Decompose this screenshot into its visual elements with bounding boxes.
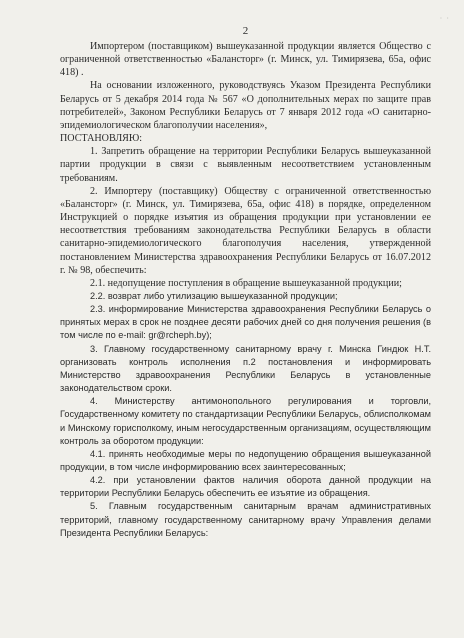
resolution-item: 2.3. информирование Министерства здравоохранения Республики Беларусь о принятых мерах в срок не позднее десяти рабочих дней со дня получения решения (в том числе по e-mail: gr@rcheph.by); (60, 304, 431, 341)
resolution-item: 4.2. при установлении фактов наличия оборота данной продукции на территории Республики Беларусь обеспечить ее изъятие из обращения. (60, 475, 431, 499)
resolution-item: 4. Министерству антимонопольного регулирования и торговли, Государственному комитету по стандартизации Республики Беларусь, облисполкомам и Минскому горисполкому, иным негосударственным организациям, осуществляющим контроль за оборотом продукции: (60, 396, 431, 446)
corner-scan-mark: · · (439, 14, 450, 23)
resolution-items (60, 145, 431, 540)
resolution-item: 2.2. возврат либо утилизацию вышеуказанной продукции; (90, 290, 338, 301)
document-body (60, 40, 431, 540)
resolution-item: 4.1. принять необходимые меры по недопущению обращения вышеуказанной продукции, в том числе информированию всех заинтересованных; (60, 448, 431, 472)
resolution-item: 2. Импортеру (поставщику) Обществу с ограниченной ответственностью «Баланстopr» (г. Минск, ул. Тимирязева, 65а, офис 418) в порядке, определенном Инструкцией о порядке изъятия из обращения продукции при установлении ее несоответствия требованиям законодательства Республики Беларусь в области санитарно-эпидемиологического благополучия населения, утвержденной постановлением Министерства здравоохранения Республики Беларусь от 16.07.2012 г. № 98, обеспечить: (60, 185, 431, 276)
resolution-item: 1. Запретить обращение на территории Республики Беларусь вышеуказанной партии продукции в связи с выявленным несоответствием установленным требованиям. (60, 146, 431, 184)
resolution-item: 5. Главным государственным санитарным врачам административных территорий, главному государственному санитарному врачу Управления делами Президента Республики Беларусь: (60, 501, 431, 538)
resolution-item: 2.1. недопущение поступления в обращение вышеуказанной продукции; (90, 277, 402, 289)
resolution-item: 3. Главному государственному санитарному врачу г. Минска Гиндюк Н.Т. организовать контроль исполнения п.2 постановления и информировать Министерство здравоохранения Республики Беларусь в установленные законодательством сроки. (60, 343, 431, 394)
paragraph-legal-basis: На основании изложенного, руководствуясь Указом Президента Республики Беларусь от 5 декабря 2014 года № 567 «О дополнительных мерах по защите прав потребителей», Законом Республики Беларусь от 7 января 2012 года «О санитарно-эпидемиологическом благополучии населения», (60, 80, 431, 131)
page-number: 2 (242, 25, 249, 37)
resolution-heading: ПОСТАНОВЛЯЮ: (60, 133, 143, 145)
paragraph-importer: Импортером (поставщиком) вышеуказанной продукции является Общество с ограниченной ответственностью «Баланстopr» (г. Минск, ул. Тимирязева, 65а, офис 418) . (60, 41, 431, 79)
